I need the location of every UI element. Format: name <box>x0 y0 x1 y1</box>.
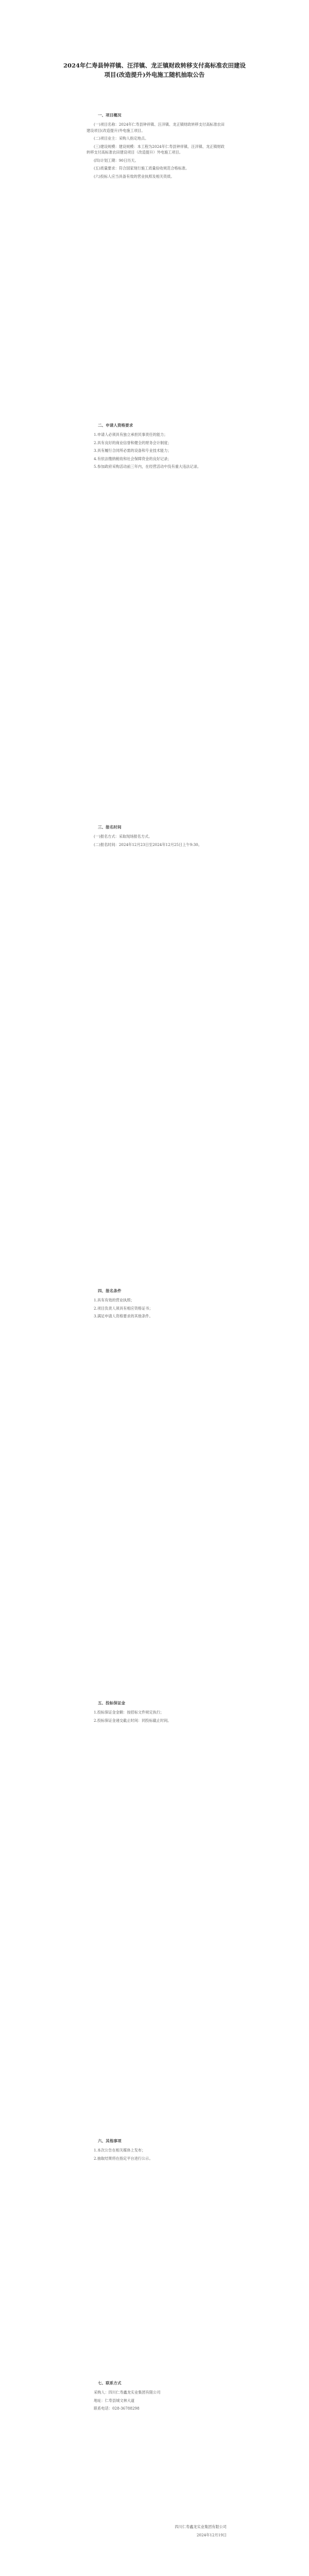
section-2-para: 2.具有良好的商业信誉和健全的财务会计制度； <box>94 440 171 445</box>
section-2-para: 4.有依法缴纳税收和社会保障资金的良好记录； <box>94 456 171 461</box>
section-1-para: (四)计划工期：90日历天。 <box>94 158 139 163</box>
section-1-para: (一)项目名称：2024年仁寿县钟祥镇、汪洋镇、龙正镇财政转移支付高标准农田建设项目(改造提升)外电施工项目。 <box>87 122 225 133</box>
section-1-para: (三)建设规模：建设规模：本工程为2024年仁寿县钟祥镇、汪洋镇、龙正镇财政转移支付高标准农田建设项目（改造提升）外电施工项目。 <box>87 144 225 155</box>
section-2-body <box>87 432 226 472</box>
section-1-body <box>87 122 226 181</box>
contact-line: 采购人：四川仁寿鑫龙实业集团有限公司 <box>94 2390 161 2395</box>
section-3-para: (二)报名时间：2024年12月23日至2024年12月25日上午9:30。 <box>94 842 202 847</box>
section-4-para: 2.项目负责人须具有相应资格证书； <box>94 1306 153 1311</box>
section-3-body <box>87 834 226 850</box>
signature-org: 四川仁寿鑫龙实业集团有限公司 <box>175 2524 227 2529</box>
section-2-para: 3.具有履行合同所必需的设备和专业技术能力； <box>94 448 171 453</box>
section-heading-4: 四、报名条件 <box>98 1289 122 1293</box>
section-heading-2: 二、申请人资格要求 <box>98 423 133 428</box>
section-6-para: 1.本次公告在相关媒体上发布； <box>94 2148 146 2153</box>
section-heading-3: 三、报名时间 <box>98 825 122 829</box>
section-1-para: (五)质量要求：符合国家现行施工质量验收规范合格标准。 <box>94 166 190 171</box>
section-1-para: (二)项目业主：采购人指定地点。 <box>94 136 149 141</box>
contact-line: 地址：仁寿县城文林大道 <box>94 2398 135 2403</box>
section-7-body <box>87 2389 226 2414</box>
section-4-body <box>87 1297 226 1321</box>
section-heading-5: 五、投标保证金 <box>98 1701 126 1705</box>
section-6-para: 2.抽取结果将在指定平台进行公示。 <box>94 2156 153 2161</box>
section-heading-6: 六、其他事项 <box>98 2139 122 2143</box>
contact-line: 联系电话：028-36788298 <box>94 2406 140 2411</box>
section-5-para: 2.投标保证金递交截止时间：同投标截止时间。 <box>94 1718 171 1723</box>
section-4-para: 3.满足申请人资格要求的其他条件。 <box>94 1314 153 1318</box>
section-heading-1: 一、项目概况 <box>98 113 122 117</box>
section-2-para: 1.申请人必须具有独立承担民事责任的能力； <box>94 432 168 437</box>
section-heading-7: 七、联系方式 <box>98 2381 122 2385</box>
section-6-body <box>87 2147 226 2163</box>
section-2-para: 5.参加政府采购活动前三年内，在经营活动中没有重大违法记录。 <box>94 464 201 469</box>
section-3-para: (一)报名方式：采取现场报名方式。 <box>94 834 152 839</box>
section-4-para: 1.具有有效的营业执照； <box>94 1298 134 1302</box>
page-title: 2024年仁寿县钟祥镇、汪洋镇、龙正镇财政转移支付高标准农田建设项目(改造提升)外电施工随机抽取公告 <box>63 62 246 78</box>
signature-date: 2024年12月19日 <box>196 2533 227 2537</box>
section-1-para: (六)投标人应当具备有效的营业执照及相关资质。 <box>94 174 175 179</box>
section-5-body <box>87 1709 226 1725</box>
section-5-para: 1.投标保证金金额：按招标文件规定执行； <box>94 1710 164 1715</box>
